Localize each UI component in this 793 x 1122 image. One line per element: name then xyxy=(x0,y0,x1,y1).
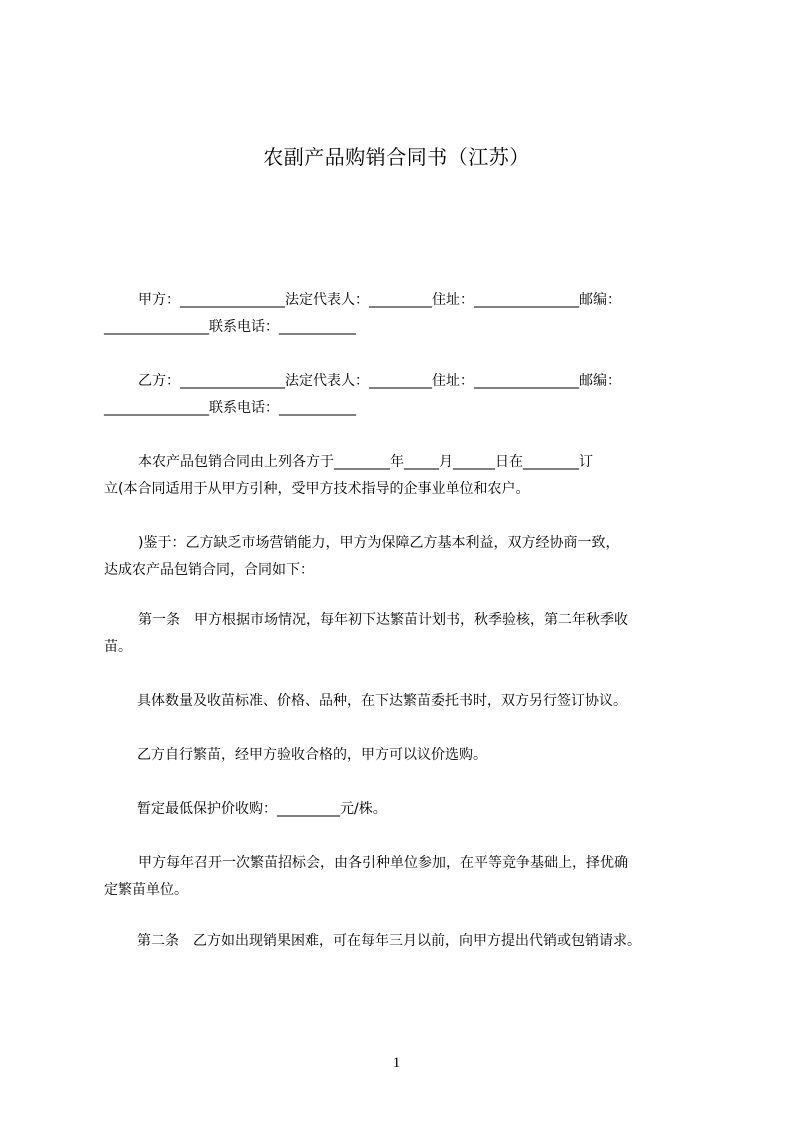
article-1-paragraph xyxy=(104,607,704,661)
page-number: 1 xyxy=(392,1055,401,1071)
party-a-line-1: 甲方：_______________法定代表人：_________住址：_______________邮编： xyxy=(138,292,621,308)
bidding-line-2: 定繁苗单位。 xyxy=(104,882,188,898)
party-a-info xyxy=(104,287,704,341)
article-2-paragraph xyxy=(104,928,704,955)
article-1-line-1: 第一条 甲方根据市场情况，每年初下达繁苗计划书，秋季验核，第二年秋季收 xyxy=(138,612,628,628)
intro-paragraph xyxy=(104,449,704,503)
party-b-line-1: 乙方：_______________法定代表人：_________住址：_______________邮编： xyxy=(138,373,621,389)
article-2-line: 第二条 乙方如出现销果困难，可在每年三月以前，向甲方提出代销或包销请求。 xyxy=(137,933,641,949)
self-breeding-paragraph xyxy=(104,742,704,769)
intro-line-1: 本农产品包销合同由上列各方于________年_____月______日在________订 xyxy=(138,454,593,470)
party-a-line-2: _______________联系电话：___________ xyxy=(104,319,356,335)
whereas-line-2: 达成农产品包销合同，合同如下： xyxy=(104,562,314,578)
bidding-paragraph xyxy=(104,850,704,904)
self-breeding-line: 乙方自行繁苗，经甲方验收合格的，甲方可以议价选购。 xyxy=(137,747,487,763)
min-price-paragraph xyxy=(104,796,704,823)
min-price-line: 暂定最低保护价收购：_________元/株。 xyxy=(137,801,387,817)
quantity-paragraph xyxy=(104,688,704,715)
whereas-line-1: )鉴于：乙方缺乏市场营销能力，甲方为保障乙方基本利益，双方经协商一致， xyxy=(138,535,620,551)
party-b-info xyxy=(104,368,704,422)
quantity-line: 具体数量及收苗标准、价格、品种，在下达繁苗委托书时，双方另行签订协议。 xyxy=(137,693,627,709)
whereas-paragraph xyxy=(104,530,704,584)
bidding-line-1: 甲方每年召开一次繁苗招标会，由各引种单位参加，在平等竞争基础上，择优确 xyxy=(138,855,628,871)
intro-line-2: 立(本合同适用于从甲方引种，受甲方技术指导的企事业单位和农户。 xyxy=(104,481,530,497)
document-title: 农副产品购销合同书（江苏） xyxy=(263,145,530,169)
party-b-line-2: _______________联系电话：___________ xyxy=(104,400,356,416)
article-1-line-2: 苗。 xyxy=(104,639,132,655)
